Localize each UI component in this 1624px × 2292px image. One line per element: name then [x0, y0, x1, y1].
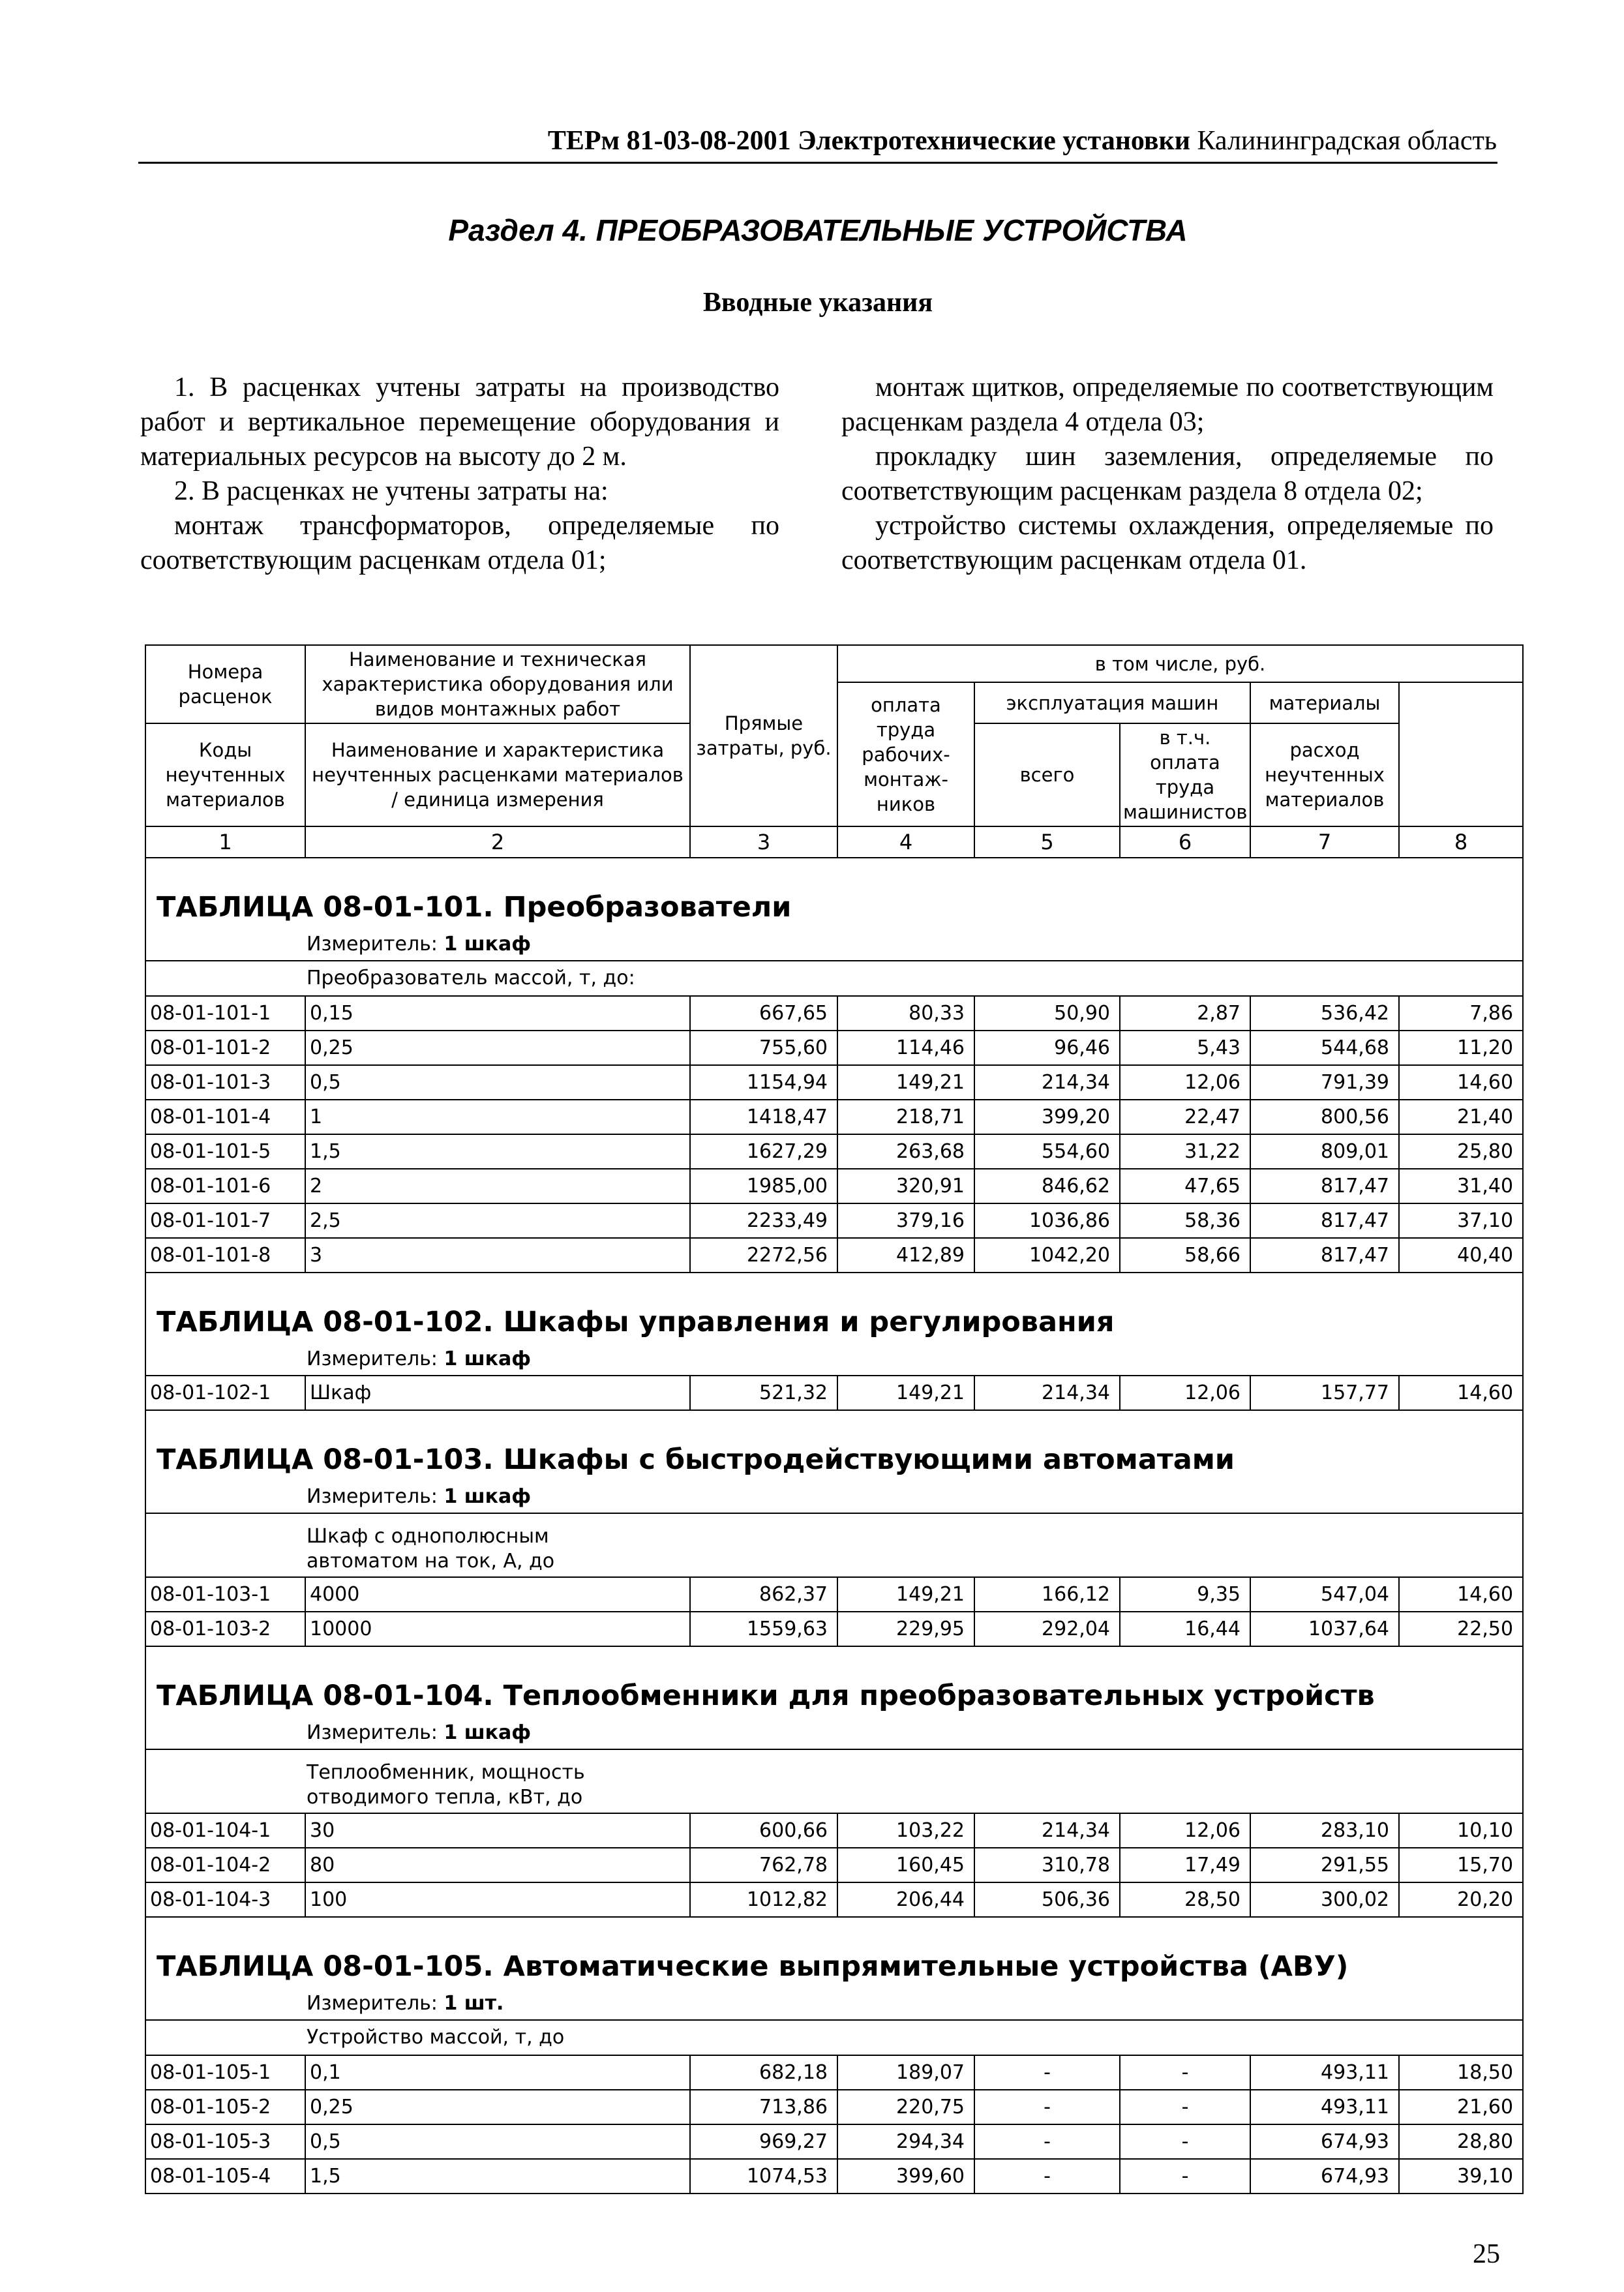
table-row: [145, 1100, 1523, 1134]
labor-costs-cell: 10,10: [1399, 1813, 1523, 1848]
rate-parameter-cell: 1: [305, 1100, 690, 1134]
table-row: [145, 1031, 1523, 1065]
description-text: [150, 2025, 564, 2050]
rate-parameter-cell: 1,5: [305, 2159, 690, 2194]
unit-value: 1 шкаф: [444, 932, 532, 956]
intro-heading: Вводные указания: [702, 288, 933, 318]
table-row: [145, 2055, 1523, 2090]
unit-cell: [145, 1342, 1523, 1376]
machines-labor-cell: -: [1120, 2090, 1250, 2124]
labor-pay-cell: 189,07: [837, 2055, 974, 2090]
unit-row: [145, 1987, 1523, 2020]
materials-cell: 1037,64: [1250, 1612, 1399, 1646]
header-machines: эксплуатация машин: [974, 682, 1250, 723]
materials-cell: 536,42: [1250, 996, 1399, 1031]
table-title: ТАБЛИЦА 08-01-102. Шкафы управления и регулирования: [145, 1273, 1523, 1342]
machines-labor-cell: 58,36: [1120, 1203, 1250, 1238]
machines-total-cell: -: [974, 2090, 1120, 2124]
table-title: ТАБЛИЦА 08-01-105. Автоматические выпрямительные устройства (АВУ): [145, 1917, 1523, 1987]
direct-costs-cell: 755,60: [690, 1031, 837, 1065]
rate-parameter-cell: Шкаф: [305, 1376, 690, 1410]
intro-left-column: [140, 370, 779, 578]
column-number: 2: [305, 826, 690, 858]
machines-total-cell: 214,34: [974, 1813, 1120, 1848]
header-rate-numbers: Номера расценок: [145, 645, 305, 723]
machines-labor-cell: 9,35: [1120, 1577, 1250, 1612]
labor-costs-cell: 14,60: [1399, 1065, 1523, 1100]
header-material-name: Наименование и характеристика неучтенных расценками материалов / единица измерения: [305, 723, 690, 826]
header-code: ТЕРм 81-03-08-2001: [547, 126, 791, 156]
table-row: [145, 2090, 1523, 2124]
machines-total-cell: 214,34: [974, 1376, 1120, 1410]
direct-costs-cell: 600,66: [690, 1813, 837, 1848]
direct-costs-cell: 862,37: [690, 1577, 837, 1612]
table-row: [145, 1238, 1523, 1273]
table-row: [145, 2159, 1523, 2194]
labor-costs-cell: 25,80: [1399, 1134, 1523, 1169]
section-title: Раздел 4. ПРЕОБРАЗОВАТЕЛЬНЫЕ УСТРОЙСТВА: [448, 213, 1188, 247]
intro-paragraph: прокладку шин заземления, определяемые по соответствующим расценкам раздела 8 отдела 02;: [841, 442, 1494, 506]
labor-pay-cell: 149,21: [837, 1065, 974, 1100]
description-cell: [145, 2020, 1523, 2055]
rate-code-cell: 08-01-104-3: [145, 1882, 305, 1917]
unit-text: [150, 933, 531, 956]
description-text: [150, 966, 635, 991]
rate-code-cell: 08-01-103-1: [145, 1577, 305, 1612]
materials-cell: 674,93: [1250, 2159, 1399, 2194]
header-machines-total: всего: [974, 723, 1120, 826]
unit-label: Измеритель:: [307, 1721, 438, 1744]
direct-costs-cell: 969,27: [690, 2124, 837, 2159]
direct-costs-cell: 1012,82: [690, 1882, 837, 1917]
machines-labor-cell: 17,49: [1120, 1848, 1250, 1882]
labor-costs-cell: 28,80: [1399, 2124, 1523, 2159]
rate-code-cell: 08-01-101-8: [145, 1238, 305, 1273]
rate-parameter-cell: 2,5: [305, 1203, 690, 1238]
table-row: [145, 1065, 1523, 1100]
unit-text: [150, 1992, 504, 2015]
unit-row: [145, 1716, 1523, 1749]
machines-labor-cell: 12,06: [1120, 1813, 1250, 1848]
labor-costs-cell: 11,20: [1399, 1031, 1523, 1065]
header-materials: материалы: [1250, 682, 1399, 723]
rate-parameter-cell: 0,1: [305, 2055, 690, 2090]
rate-parameter-cell: 30: [305, 1813, 690, 1848]
materials-cell: 817,47: [1250, 1169, 1399, 1203]
rate-code-cell: 08-01-105-2: [145, 2090, 305, 2124]
description-line: Шкаф с однополюсным: [307, 1525, 549, 1548]
labor-costs-cell: 21,60: [1399, 2090, 1523, 2124]
labor-pay-cell: 294,34: [837, 2124, 974, 2159]
rate-parameter-cell: 0,25: [305, 2090, 690, 2124]
table-row: [145, 1813, 1523, 1848]
table-row: [145, 1577, 1523, 1612]
machines-labor-cell: -: [1120, 2124, 1250, 2159]
table-row: [145, 1134, 1523, 1169]
rate-code-cell: 08-01-104-1: [145, 1813, 305, 1848]
direct-costs-cell: 2233,49: [690, 1203, 837, 1238]
column-number: 4: [837, 826, 974, 858]
machines-total-cell: 554,60: [974, 1134, 1120, 1169]
unit-text: [150, 1721, 531, 1744]
machines-labor-cell: 28,50: [1120, 1882, 1250, 1917]
direct-costs-cell: 682,18: [690, 2055, 837, 2090]
description-cell: [145, 1513, 1523, 1577]
labor-costs-cell: 14,60: [1399, 1577, 1523, 1612]
direct-costs-cell: 1154,94: [690, 1065, 837, 1100]
description-line: Теплообменник, мощность: [307, 1761, 585, 1784]
labor-pay-cell: 399,60: [837, 2159, 974, 2194]
materials-cell: 800,56: [1250, 1100, 1399, 1134]
rate-parameter-cell: 0,25: [305, 1031, 690, 1065]
rate-code-cell: 08-01-101-1: [145, 996, 305, 1031]
machines-total-cell: 214,34: [974, 1065, 1120, 1100]
unit-value: 1 шт.: [444, 1991, 504, 2015]
description-line: Устройство массой, т, до: [307, 2026, 565, 2049]
machines-labor-cell: 47,65: [1120, 1169, 1250, 1203]
rate-parameter-cell: 80: [305, 1848, 690, 1882]
materials-cell: 283,10: [1250, 1813, 1399, 1848]
intro-paragraph: монтаж щитков, определяемые по соответствующим расценкам раздела 4 отдела 03;: [841, 372, 1494, 437]
direct-costs-cell: 713,86: [690, 2090, 837, 2124]
rate-code-cell: 08-01-105-4: [145, 2159, 305, 2194]
direct-costs-cell: 521,32: [690, 1376, 837, 1410]
machines-labor-cell: -: [1120, 2159, 1250, 2194]
rate-code-cell: 08-01-101-2: [145, 1031, 305, 1065]
rate-parameter-cell: 100: [305, 1882, 690, 1917]
materials-cell: 547,04: [1250, 1577, 1399, 1612]
description-line: отводимого тепла, кВт, до: [307, 1786, 583, 1809]
machines-labor-cell: 12,06: [1120, 1065, 1250, 1100]
machines-labor-cell: 5,43: [1120, 1031, 1250, 1065]
header-work-name: Наименование и техническая характеристика оборудования или видов монтажных работ: [305, 645, 690, 723]
materials-cell: 493,11: [1250, 2090, 1399, 2124]
table-title: ТАБЛИЦА 08-01-103. Шкафы с быстродействующими автоматами: [145, 1410, 1523, 1480]
materials-cell: 157,77: [1250, 1376, 1399, 1410]
description-cell: [145, 961, 1523, 996]
table-row: [145, 1612, 1523, 1646]
header-region: Калининградская область: [1197, 126, 1497, 156]
rate-code-cell: 08-01-105-3: [145, 2124, 305, 2159]
materials-cell: 791,39: [1250, 1065, 1399, 1100]
table-title: ТАБЛИЦА 08-01-104. Теплообменники для преобразовательных устройств: [145, 1646, 1523, 1716]
materials-cell: 674,93: [1250, 2124, 1399, 2159]
description-line: Преобразователь массой, т, до:: [307, 967, 635, 989]
rate-code-cell: 08-01-101-5: [145, 1134, 305, 1169]
labor-costs-cell: 7,86: [1399, 996, 1523, 1031]
machines-total-cell: 506,36: [974, 1882, 1120, 1917]
header-row: [145, 645, 1523, 682]
table-title-row: [145, 1273, 1523, 1342]
labor-costs-cell: 18,50: [1399, 2055, 1523, 2090]
header-labor-pay: оплата труда рабочих-монтаж-ников: [837, 682, 974, 826]
labor-costs-cell: 22,50: [1399, 1612, 1523, 1646]
rate-code-cell: 08-01-102-1: [145, 1376, 305, 1410]
direct-costs-cell: 1418,47: [690, 1100, 837, 1134]
materials-cell: 817,47: [1250, 1238, 1399, 1273]
labor-pay-cell: 220,75: [837, 2090, 974, 2124]
header-title: Электротехнические установки: [798, 126, 1190, 156]
machines-total-cell: 1036,86: [974, 1203, 1120, 1238]
table-row: [145, 1169, 1523, 1203]
machines-total-cell: 1042,20: [974, 1238, 1120, 1273]
labor-pay-cell: 320,91: [837, 1169, 974, 1203]
labor-costs-cell: 14,60: [1399, 1376, 1523, 1410]
labor-pay-cell: 229,95: [837, 1612, 974, 1646]
labor-pay-cell: 149,21: [837, 1376, 974, 1410]
materials-cell: 817,47: [1250, 1203, 1399, 1238]
rate-parameter-cell: 1,5: [305, 1134, 690, 1169]
rate-parameter-cell: 2: [305, 1169, 690, 1203]
labor-pay-cell: 218,71: [837, 1100, 974, 1134]
intro-right-column: [841, 370, 1494, 578]
machines-labor-cell: 31,22: [1120, 1134, 1250, 1169]
table-title: ТАБЛИЦА 08-01-101. Преобразователи: [145, 858, 1523, 927]
rate-parameter-cell: 10000: [305, 1612, 690, 1646]
header-rule: [138, 162, 1497, 164]
description-row: [145, 2020, 1523, 2055]
column-number: 3: [690, 826, 837, 858]
rates-table: [145, 644, 1524, 2194]
machines-total-cell: -: [974, 2124, 1120, 2159]
direct-costs-cell: 762,78: [690, 1848, 837, 1882]
column-number: 6: [1120, 826, 1250, 858]
rate-parameter-cell: 4000: [305, 1577, 690, 1612]
machines-total-cell: 310,78: [974, 1848, 1120, 1882]
machines-total-cell: -: [974, 2159, 1120, 2194]
labor-costs-cell: 39,10: [1399, 2159, 1523, 2194]
intro-paragraph: 1. В расценках учтены затраты на производство работ и вертикальное перемещение оборудования и материальных ресурсов на высоту до 2 м.: [140, 372, 779, 472]
rate-code-cell: 08-01-101-6: [145, 1169, 305, 1203]
table-row: [145, 1882, 1523, 1917]
labor-costs-cell: 21,40: [1399, 1100, 1523, 1134]
header-including: в том числе, руб.: [837, 645, 1523, 682]
direct-costs-cell: 1985,00: [690, 1169, 837, 1203]
rate-code-cell: 08-01-103-2: [145, 1612, 305, 1646]
direct-costs-cell: 667,65: [690, 996, 837, 1031]
unit-value: 1 шкаф: [444, 1347, 532, 1370]
header-direct-costs: Прямые затраты, руб.: [690, 645, 837, 826]
table-title-row: [145, 858, 1523, 927]
unit-value: 1 шкаф: [444, 1485, 532, 1508]
machines-labor-cell: 12,06: [1120, 1376, 1250, 1410]
unit-cell: [145, 927, 1523, 961]
machines-total-cell: 399,20: [974, 1100, 1120, 1134]
table-title-row: [145, 1917, 1523, 1987]
materials-cell: 300,02: [1250, 1882, 1399, 1917]
table-title-row: [145, 1646, 1523, 1716]
table-row: [145, 1376, 1523, 1410]
intro-paragraph: монтаж трансформаторов, определяемые по соответствующим расценкам отдела 01;: [140, 511, 779, 575]
labor-costs-cell: 20,20: [1399, 1882, 1523, 1917]
unit-label: Измеритель:: [307, 1991, 438, 2015]
intro-paragraph: устройство системы охлаждения, определяемые по соответствующим расценкам отдела 01.: [841, 511, 1494, 575]
labor-pay-cell: 149,21: [837, 1577, 974, 1612]
column-number: 8: [1399, 826, 1523, 858]
direct-costs-cell: 2272,56: [690, 1238, 837, 1273]
unit-value: 1 шкаф: [444, 1721, 532, 1744]
description-text: [150, 1760, 585, 1810]
machines-total-cell: 846,62: [974, 1169, 1120, 1203]
rate-code-cell: 08-01-101-3: [145, 1065, 305, 1100]
column-number: 1: [145, 826, 305, 858]
direct-costs-cell: 1559,63: [690, 1612, 837, 1646]
machines-labor-cell: 2,87: [1120, 996, 1250, 1031]
machines-total-cell: 292,04: [974, 1612, 1120, 1646]
unit-label: Измеритель:: [307, 1347, 438, 1370]
table-row: [145, 1203, 1523, 1238]
materials-cell: 493,11: [1250, 2055, 1399, 2090]
rate-parameter-cell: 0,15: [305, 996, 690, 1031]
unit-label: Измеритель:: [307, 932, 438, 956]
labor-costs-cell: 31,40: [1399, 1169, 1523, 1203]
description-cell: [145, 1749, 1523, 1813]
labor-pay-cell: 263,68: [837, 1134, 974, 1169]
rate-code-cell: 08-01-105-1: [145, 2055, 305, 2090]
column-number: 7: [1250, 826, 1399, 858]
page-number: 25: [1473, 2239, 1500, 2269]
unit-text: [150, 1485, 531, 1508]
labor-pay-cell: 379,16: [837, 1203, 974, 1238]
labor-pay-cell: 80,33: [837, 996, 974, 1031]
description-text: [150, 1524, 554, 1574]
machines-total-cell: 166,12: [974, 1577, 1120, 1612]
header-unaccounted-codes: Коды неучтенных материалов: [145, 723, 305, 826]
header-machines-labor: в т.ч. оплата труда машинистов: [1120, 723, 1250, 826]
materials-cell: 544,68: [1250, 1031, 1399, 1065]
labor-costs-cell: 40,40: [1399, 1238, 1523, 1273]
rate-code-cell: 08-01-104-2: [145, 1848, 305, 1882]
rate-parameter-cell: 0,5: [305, 1065, 690, 1100]
machines-labor-cell: 22,47: [1120, 1100, 1250, 1134]
unit-cell: [145, 1480, 1523, 1513]
direct-costs-cell: 1074,53: [690, 2159, 837, 2194]
column-numbers-row: [145, 826, 1523, 858]
table-row: [145, 1848, 1523, 1882]
column-number: 5: [974, 826, 1120, 858]
table-title-row: [145, 1410, 1523, 1480]
labor-pay-cell: 206,44: [837, 1882, 974, 1917]
unit-cell: [145, 1987, 1523, 2020]
rate-parameter-cell: 3: [305, 1238, 690, 1273]
labor-pay-cell: 114,46: [837, 1031, 974, 1065]
unit-cell: [145, 1716, 1523, 1749]
machines-total-cell: 96,46: [974, 1031, 1120, 1065]
description-row: [145, 1513, 1523, 1577]
direct-costs-cell: 1627,29: [690, 1134, 837, 1169]
header-materials-consumption: расход неучтенных материалов: [1250, 723, 1399, 826]
table-row: [145, 996, 1523, 1031]
machines-labor-cell: 16,44: [1120, 1612, 1250, 1646]
description-row: [145, 961, 1523, 996]
machines-labor-cell: 58,66: [1120, 1238, 1250, 1273]
unit-row: [145, 1480, 1523, 1513]
unit-row: [145, 1342, 1523, 1376]
materials-cell: 809,01: [1250, 1134, 1399, 1169]
rate-parameter-cell: 0,5: [305, 2124, 690, 2159]
rate-code-cell: 08-01-101-7: [145, 1203, 305, 1238]
intro-paragraph: 2. В расценках не учтены затраты на:: [174, 476, 609, 506]
description-line: автоматом на ток, А, до: [307, 1550, 555, 1573]
materials-cell: 291,55: [1250, 1848, 1399, 1882]
labor-pay-cell: 412,89: [837, 1238, 974, 1273]
labor-costs-cell: 37,10: [1399, 1203, 1523, 1238]
rate-code-cell: 08-01-101-4: [145, 1100, 305, 1134]
unit-label: Измеритель:: [307, 1485, 438, 1508]
machines-labor-cell: -: [1120, 2055, 1250, 2090]
machines-total-cell: -: [974, 2055, 1120, 2090]
unit-text: [150, 1348, 531, 1370]
machines-total-cell: 50,90: [974, 996, 1120, 1031]
labor-pay-cell: 103,22: [837, 1813, 974, 1848]
labor-pay-cell: 160,45: [837, 1848, 974, 1882]
labor-costs-cell: 15,70: [1399, 1848, 1523, 1882]
unit-row: [145, 927, 1523, 961]
running-header: [140, 124, 1497, 158]
table-row: [145, 2124, 1523, 2159]
description-row: [145, 1749, 1523, 1813]
